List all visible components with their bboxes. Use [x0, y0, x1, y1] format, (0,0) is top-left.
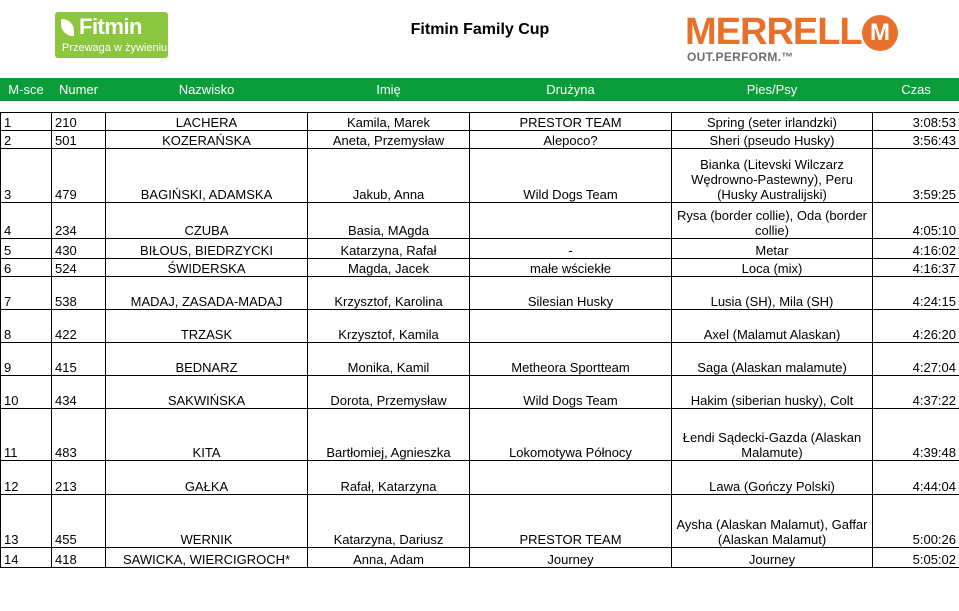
team-cell: -: [470, 239, 672, 259]
table-row: [1, 203, 959, 239]
team-cell: [470, 203, 672, 239]
table-row: [1, 548, 959, 568]
dog-cell: Metar: [672, 239, 873, 259]
place-cell: 7: [1, 277, 52, 310]
team-cell: Wild Dogs Team: [470, 149, 672, 203]
time-cell: 4:16:37: [873, 259, 959, 277]
team-cell: małe wściekłe: [470, 259, 672, 277]
name-cell: Katarzyna, Dariusz: [308, 495, 470, 548]
header-row: [1, 79, 959, 101]
results-table: [0, 78, 959, 568]
fitmin-tagline: Przewaga w żywieniu: [62, 42, 168, 54]
surname-cell: CZUBA: [106, 203, 308, 239]
team-cell: [470, 461, 672, 495]
time-cell: 4:24:15: [873, 277, 959, 310]
page-title: Fitmin Family Cup: [410, 21, 550, 38]
number-cell: 483: [52, 409, 106, 461]
table-row: [1, 409, 959, 461]
time-cell: 4:26:20: [873, 310, 959, 343]
number-cell: 430: [52, 239, 106, 259]
name-cell: Katarzyna, Rafał: [308, 239, 470, 259]
table-row: [1, 277, 959, 310]
number-cell: 234: [52, 203, 106, 239]
place-cell: 1: [1, 113, 52, 131]
place-cell: 3: [1, 149, 52, 203]
surname-cell: LACHERA: [106, 113, 308, 131]
dog-cell: Aysha (Alaskan Malamut), Gaffar (Alaskan Malamut): [672, 495, 873, 548]
time-cell: 4:27:04: [873, 343, 959, 376]
team-cell: PRESTOR TEAM: [470, 495, 672, 548]
dog-cell: Spring (seter irlandzki): [672, 113, 873, 131]
dog-cell: Bianka (Litevski Wilczarz Wędrowno-Pastewny), Peru (Husky Australijski): [672, 149, 873, 203]
col-header-team: Drużyna: [470, 79, 672, 101]
surname-cell: KITA: [106, 409, 308, 461]
number-cell: 210: [52, 113, 106, 131]
col-header-name: Imię: [308, 79, 470, 101]
team-cell: Alepoco?: [470, 131, 672, 149]
leaf-icon: [61, 19, 74, 36]
time-cell: 3:08:53: [873, 113, 959, 131]
surname-cell: SAWICKA, WIERCIGROCH*: [106, 548, 308, 568]
table-row: [1, 259, 959, 277]
table-row: [1, 239, 959, 259]
surname-cell: BAGIŃSKI, ADAMSKA: [106, 149, 308, 203]
table-row: [1, 131, 959, 149]
number-cell: 455: [52, 495, 106, 548]
place-cell: 6: [1, 259, 52, 277]
team-cell: [470, 310, 672, 343]
place-cell: 12: [1, 461, 52, 495]
dog-cell: Axel (Malamut Alaskan): [672, 310, 873, 343]
team-cell: PRESTOR TEAM: [470, 113, 672, 131]
table-row: [1, 376, 959, 409]
dog-cell: Rysa (border collie), Oda (border collie): [672, 203, 873, 239]
name-cell: Rafał, Katarzyna: [308, 461, 470, 495]
team-cell: Lokomotywa Północy: [470, 409, 672, 461]
name-cell: Bartłomiej, Agnieszka: [308, 409, 470, 461]
time-cell: 5:00:26: [873, 495, 959, 548]
number-cell: 479: [52, 149, 106, 203]
number-cell: 415: [52, 343, 106, 376]
table-row: [1, 343, 959, 376]
name-cell: Monika, Kamil: [308, 343, 470, 376]
time-cell: 4:37:22: [873, 376, 959, 409]
surname-cell: SAKWIŃSKA: [106, 376, 308, 409]
table-row: [1, 113, 959, 131]
surname-cell: WERNIK: [106, 495, 308, 548]
name-cell: Magda, Jacek: [308, 259, 470, 277]
time-cell: 3:56:43: [873, 131, 959, 149]
number-cell: 524: [52, 259, 106, 277]
surname-cell: BEDNARZ: [106, 343, 308, 376]
place-cell: 14: [1, 548, 52, 568]
team-cell: Metheora Sportteam: [470, 343, 672, 376]
dog-cell: Lawa (Gończy Polski): [672, 461, 873, 495]
name-cell: Krzysztof, Kamila: [308, 310, 470, 343]
col-header-number: Numer: [52, 79, 106, 101]
surname-cell: KOZERAŃSKA: [106, 131, 308, 149]
number-cell: 501: [52, 131, 106, 149]
table-row: [1, 495, 959, 548]
time-cell: 5:05:02: [873, 548, 959, 568]
dog-cell: Lusia (SH), Mila (SH): [672, 277, 873, 310]
time-cell: 4:16:02: [873, 239, 959, 259]
name-cell: Dorota, Przemysław: [308, 376, 470, 409]
name-cell: Aneta, Przemysław: [308, 131, 470, 149]
col-header-time: Czas: [873, 79, 959, 101]
team-cell: Wild Dogs Team: [470, 376, 672, 409]
place-cell: 5: [1, 239, 52, 259]
number-cell: 422: [52, 310, 106, 343]
merrell-logo: [685, 10, 905, 66]
team-cell: Silesian Husky: [470, 277, 672, 310]
place-cell: 8: [1, 310, 52, 343]
surname-cell: GAŁKA: [106, 461, 308, 495]
time-cell: 4:05:10: [873, 203, 959, 239]
col-header-surname: Nazwisko: [106, 79, 308, 101]
col-header-place: M-sce: [1, 79, 52, 101]
place-cell: 2: [1, 131, 52, 149]
name-cell: Krzysztof, Karolina: [308, 277, 470, 310]
dog-cell: Sheri (pseudo Husky): [672, 131, 873, 149]
place-cell: 11: [1, 409, 52, 461]
place-cell: 10: [1, 376, 52, 409]
name-cell: Anna, Adam: [308, 548, 470, 568]
name-cell: Kamila, Marek: [308, 113, 470, 131]
time-cell: 4:44:04: [873, 461, 959, 495]
dog-cell: Saga (Alaskan malamute): [672, 343, 873, 376]
time-cell: 3:59:25: [873, 149, 959, 203]
place-cell: 9: [1, 343, 52, 376]
merrell-badge-icon: M: [862, 15, 898, 51]
number-cell: 434: [52, 376, 106, 409]
merrell-tagline: OUT.PERFORM.™: [687, 50, 794, 64]
col-header-dog: Pies/Psy: [672, 79, 873, 101]
dog-cell: Hakim (siberian husky), Colt: [672, 376, 873, 409]
table-row: [1, 461, 959, 495]
number-cell: 418: [52, 548, 106, 568]
place-cell: 4: [1, 203, 52, 239]
dog-cell: Loca (mix): [672, 259, 873, 277]
table-row: [1, 310, 959, 343]
number-cell: 213: [52, 461, 106, 495]
dog-cell: Łendi Sądecki-Gazda (Alaskan Malamute): [672, 409, 873, 461]
table-row: [1, 149, 959, 203]
surname-cell: MADAJ, ZASADA-MADAJ: [106, 277, 308, 310]
team-cell: Journey: [470, 548, 672, 568]
name-cell: Jakub, Anna: [308, 149, 470, 203]
surname-cell: ŚWIDERSKA: [106, 259, 308, 277]
number-cell: 538: [52, 277, 106, 310]
surname-cell: TRZASK: [106, 310, 308, 343]
fitmin-brand: Fitmin: [79, 14, 142, 39]
place-cell: 13: [1, 495, 52, 548]
dog-cell: Journey: [672, 548, 873, 568]
surname-cell: BIŁOUS, BIEDRZYCKI: [106, 239, 308, 259]
name-cell: Basia, MAgda: [308, 203, 470, 239]
fitmin-logo: [55, 12, 168, 58]
merrell-brand: MERRELL: [685, 11, 862, 53]
time-cell: 4:39:48: [873, 409, 959, 461]
